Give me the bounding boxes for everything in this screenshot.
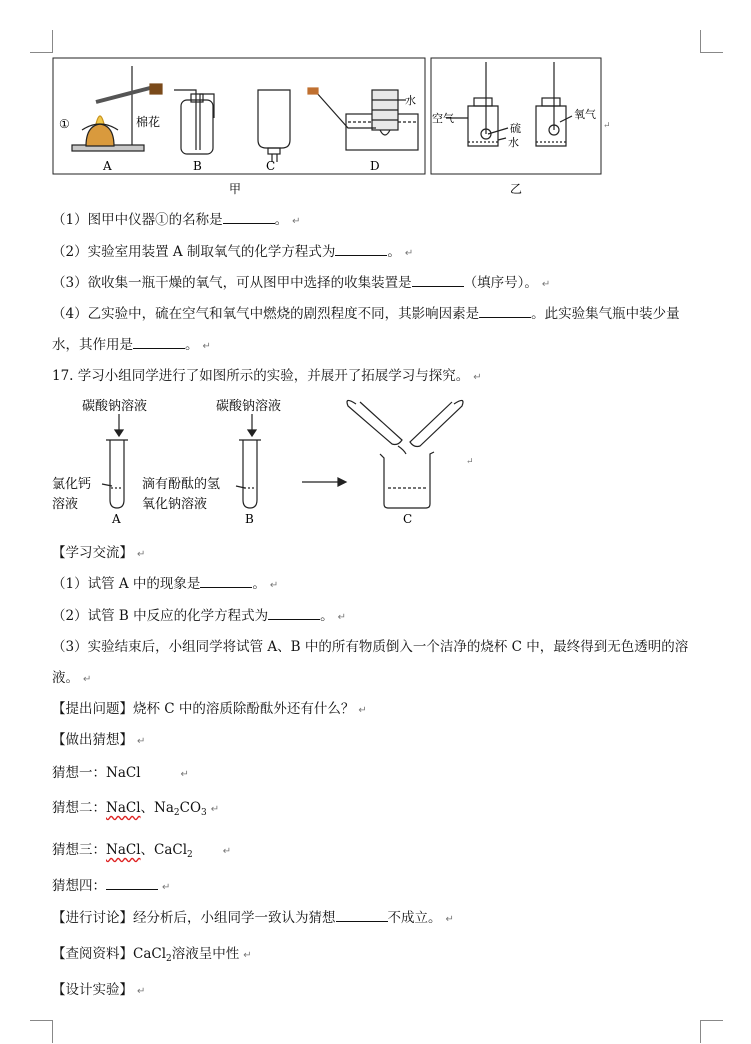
device-yi	[446, 62, 572, 146]
exchange-1: （1）试管 A 中的现象是 。 ↵	[52, 576, 279, 592]
figure-apparatus	[0, 0, 751, 200]
reagent-b-label: 碳酸钠溶液	[216, 399, 282, 414]
guess-1: 猜想一：NaCl ↵	[52, 765, 189, 781]
answer-blank[interactable]	[479, 305, 531, 318]
label-c: C	[266, 159, 276, 173]
heading-design: 【设计实验】 ↵	[52, 982, 146, 998]
answer-blank[interactable]	[223, 211, 275, 224]
tube-b-left-2: 氧化钠溶液	[142, 497, 208, 512]
exchange-3a: （3）实验结束后，小组同学将试管 A、B 中的所有物质倒入一个洁净的烧杯 C 中，最终得到无色透明的溶	[52, 639, 689, 655]
q17-title: 17. 学习小组同学进行了如图所示的实验，并展开了拓展学习与探究。 ↵	[52, 368, 482, 384]
caption-jia: 甲	[229, 182, 242, 196]
q16-line-3: （3）欲收集一瓶干燥的氧气，可从图甲中选择的收集装置是 （填序号）。 ↵	[52, 275, 551, 291]
guess-4: 猜想四： ↵	[52, 878, 171, 894]
label-b: B	[193, 159, 202, 173]
label-water: 水	[508, 136, 519, 149]
label-cotton: 棉花	[136, 115, 161, 129]
answer-blank[interactable]	[412, 274, 464, 287]
q16-line-5: 水，其作用是 。 ↵	[52, 337, 211, 353]
label-d: D	[370, 159, 380, 173]
answer-blank[interactable]	[336, 909, 388, 922]
answer-blank[interactable]	[200, 575, 252, 588]
beaker-c-caption: C	[403, 512, 413, 526]
guess-2: 猜想二：NaCl、$Na_2CO_3$ ↵	[52, 800, 220, 818]
reference-line: 【查阅资料】CaCl$_2$溶液呈中性 ↵	[52, 946, 252, 964]
crop-mark-bottom-right	[700, 1020, 723, 1043]
q16-line-4: （4）乙实验中，硫在空气和氧气中燃烧的剧烈程度不同，其影响因素是 。此实验集气瓶中装少量	[52, 306, 680, 322]
answer-blank[interactable]	[106, 877, 158, 890]
tube-b-caption: B	[245, 512, 254, 526]
label-return-fig1: ↵	[603, 121, 611, 131]
answer-blank[interactable]	[133, 336, 185, 349]
caption-yi: 乙	[510, 182, 523, 196]
exchange-2: （2）试管 B 中反应的化学方程式为 。 ↵	[52, 608, 346, 624]
device-b	[174, 90, 214, 154]
label-air: 空气	[432, 112, 454, 125]
device-a	[72, 66, 162, 151]
discuss-line: 【进行讨论】经分析后，小组同学一致认为猜想 不成立。 ↵	[52, 910, 454, 926]
frame-jia	[53, 58, 425, 174]
tube-a-caption: A	[112, 512, 121, 526]
heading-exchange: 【学习交流】 ↵	[52, 545, 146, 561]
exchange-3b: 液。 ↵	[52, 670, 92, 686]
device-d	[308, 88, 418, 150]
tube-b-left-1: 滴有酚酞的氢	[142, 477, 221, 492]
tube-a-left-2: 溶液	[52, 497, 79, 512]
heading-guess: 【做出猜想】 ↵	[52, 732, 146, 748]
question-line: 【提出问题】烧杯 C 中的溶质除酚酞外还有什么？ ↵	[52, 701, 367, 717]
answer-blank[interactable]	[268, 607, 320, 620]
label-sulfur: 硫	[510, 122, 521, 135]
label-a: A	[103, 159, 112, 173]
device-c	[258, 90, 290, 162]
crop-mark-bottom-left	[30, 1020, 53, 1043]
label-oxygen: 氧气	[574, 108, 596, 121]
q16-line-2: （2）实验室用装置 A 制取氧气的化学方程式为 。 ↵	[52, 244, 414, 260]
label-water-top: 水	[405, 94, 416, 107]
label-circle1: ①	[59, 117, 70, 131]
fig2-return: ↵	[466, 457, 474, 467]
reagent-a-label: 碳酸钠溶液	[82, 399, 148, 414]
answer-blank[interactable]	[335, 243, 387, 256]
tube-a-left-1: 氯化钙	[52, 477, 92, 492]
guess-3: 猜想三：NaCl、CaCl$_2$ ↵	[52, 842, 232, 860]
q16-line-1: （1）图甲中仪器①的名称是 。 ↵	[52, 212, 301, 228]
figure-test-tubes	[0, 392, 751, 532]
